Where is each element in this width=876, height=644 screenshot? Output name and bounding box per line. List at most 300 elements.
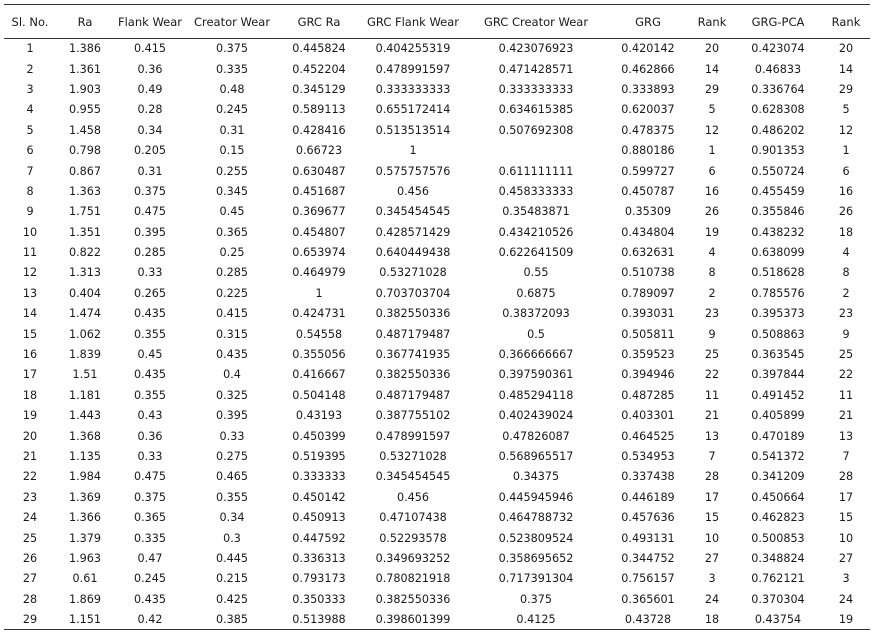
cell-rank: 19 [704, 225, 720, 239]
cell-grc-ra: 0.589113 [292, 103, 346, 117]
cell-grc-ra: 0.54558 [295, 327, 343, 341]
cell-grg-pca: 0.450664 [751, 490, 805, 504]
cell-grc-creator-wear [466, 140, 606, 160]
cell-rank-pca: 26 [838, 205, 854, 219]
cell-grg-pca: 0.785576 [751, 286, 805, 300]
cell-rank: 27 [704, 551, 720, 565]
cell-grg-pca: 0.341209 [751, 470, 805, 484]
cell-grg: 0.505811 [621, 327, 675, 341]
cell-sl-no: 8 [26, 184, 34, 198]
cell-grc-flank-wear: 0.640449438 [375, 246, 451, 260]
cell-flank-wear: 0.49 [137, 82, 163, 96]
cell-grc-ra: 0.445824 [292, 42, 346, 56]
header-flank-wear: Flank Wear [114, 5, 186, 39]
cell-grc-creator-wear: 0.366666667 [498, 348, 574, 362]
cell-grg: 0.462866 [621, 62, 675, 76]
cell-grc-flank-wear: 0.382550336 [375, 307, 451, 321]
cell-grc-creator-wear: 0.458333333 [498, 184, 574, 198]
table-row [4, 202, 870, 222]
cell-flank-wear: 0.34 [137, 123, 163, 137]
cell-rank-pca: 22 [838, 368, 854, 382]
cell-grc-ra: 0.355056 [292, 348, 346, 362]
table-row [4, 426, 870, 446]
cell-grg: 0.365601 [621, 592, 675, 606]
cell-rank-pca: 15 [838, 511, 854, 525]
cell-rank-pca: 20 [838, 42, 854, 56]
header-rank-pca: Rank [822, 5, 870, 39]
cell-ra: 0.61 [72, 572, 98, 586]
cell-rank-pca: 4 [842, 246, 850, 260]
cell-grc-flank-wear: 0.428571429 [375, 225, 451, 239]
cell-grg: 0.756157 [621, 572, 675, 586]
cell-ra: 1.369 [68, 490, 102, 504]
cell-grg-pca: 0.397844 [751, 368, 805, 382]
cell-rank: 14 [704, 62, 720, 76]
cell-grc-ra: 1 [315, 286, 323, 300]
cell-sl-no: 25 [22, 531, 38, 545]
cell-ra: 1.386 [68, 42, 102, 56]
cell-grc-flank-wear: 0.47107438 [379, 511, 447, 525]
cell-rank: 11 [704, 388, 720, 402]
cell-creator-wear: 0.385 [186, 609, 278, 629]
cell-rank-pca: 23 [838, 307, 854, 321]
cell-grc-flank-wear: 0.382550336 [375, 368, 451, 382]
cell-grg-pca: 0.423074 [751, 42, 805, 56]
cell-grc-creator-wear: 0.523809524 [498, 531, 574, 545]
cell-rank: 2 [708, 286, 716, 300]
cell-grg-pca: 0.550724 [751, 164, 805, 178]
cell-creator-wear: 0.335 [215, 62, 249, 76]
header-grg-pca: GRG-PCA [734, 5, 822, 39]
cell-grc-creator-wear: 0.445945946 [498, 490, 574, 504]
cell-flank-wear: 0.395 [133, 225, 167, 239]
cell-sl-no: 28 [22, 592, 38, 606]
cell-grc-creator-wear: 0.423076923 [498, 42, 574, 56]
cell-sl-no: 9 [26, 205, 34, 219]
cell-grg-pca: 0.363545 [751, 348, 805, 362]
table-row [4, 385, 870, 405]
cell-creator-wear: 0.33 [219, 429, 245, 443]
cell-rank-pca: 14 [838, 62, 854, 76]
cell-grc-flank-wear: 0.349693252 [375, 551, 451, 565]
cell-grc-ra: 0.43193 [295, 409, 343, 423]
cell-flank-wear: 0.43 [137, 409, 163, 423]
cell-grg-pca: 0.762121 [751, 572, 805, 586]
table-row [4, 406, 870, 426]
cell-creator-wear: 0.415 [215, 307, 249, 321]
cell-rank: 12 [704, 123, 720, 137]
cell-rank-pca: 2 [842, 286, 850, 300]
cell-sl-no: 29 [4, 609, 56, 629]
table-row [4, 140, 870, 160]
table-row [4, 487, 870, 507]
cell-ra: 1.869 [68, 592, 102, 606]
cell-ra: 1.062 [68, 327, 102, 341]
cell-grg: 0.35309 [624, 205, 672, 219]
cell-creator-wear: 0.395 [215, 409, 249, 423]
table-row [4, 589, 870, 609]
table-row [4, 120, 870, 140]
cell-grc-creator-wear: 0.35483871 [502, 205, 570, 219]
cell-creator-wear: 0.45 [219, 205, 245, 219]
cell-grc-ra: 0.464979 [292, 266, 346, 280]
cell-sl-no: 21 [22, 450, 38, 463]
cell-grc-ra: 0.369677 [292, 205, 346, 219]
cell-grg-pca: 0.638099 [751, 246, 805, 260]
table-row [4, 222, 870, 242]
cell-grg-pca: 0.348824 [751, 551, 805, 565]
cell-flank-wear: 0.435 [133, 592, 167, 606]
cell-grg: 0.599727 [621, 164, 675, 178]
cell-grg: 0.359523 [621, 348, 675, 362]
cell-ra: 0.867 [68, 164, 102, 178]
cell-grc-creator-wear: 0.507692308 [498, 123, 574, 137]
cell-grc-creator-wear: 0.485294118 [498, 388, 574, 402]
cell-flank-wear: 0.355 [133, 327, 167, 341]
cell-flank-wear: 0.42 [114, 609, 186, 629]
cell-sl-no: 18 [22, 388, 38, 402]
cell-ra: 1.135 [68, 450, 102, 463]
cell-grc-flank-wear: 0.53271028 [379, 266, 447, 280]
cell-creator-wear: 0.245 [215, 103, 249, 117]
table-row [4, 39, 870, 59]
cell-sl-no: 26 [22, 551, 38, 565]
cell-rank-pca: 11 [838, 388, 854, 402]
cell-flank-wear: 0.33 [137, 450, 163, 463]
cell-grc-ra: 0.447592 [292, 531, 346, 545]
cell-grg: 0.510738 [621, 266, 675, 280]
cell-rank-pca: 13 [838, 429, 854, 443]
cell-ra: 1.313 [68, 266, 102, 280]
cell-rank: 23 [704, 307, 720, 321]
cell-grg: 0.478375 [621, 123, 675, 137]
cell-rank-pca: 1 [842, 144, 850, 158]
cell-creator-wear: 0.435 [215, 348, 249, 362]
cell-rank: 4 [708, 246, 716, 260]
cell-grc-creator-wear: 0.55 [523, 266, 549, 280]
cell-grg-pca: 0.46833 [754, 62, 802, 76]
cell-grg: 0.534953 [621, 450, 675, 463]
cell-grg-pca: 0.628308 [751, 103, 805, 117]
cell-rank: 20 [704, 42, 720, 56]
cell-grc-ra: 0.424731 [292, 307, 346, 321]
header-creator-wear: Creator Wear [186, 5, 278, 39]
cell-rank-pca: 9 [842, 327, 850, 341]
cell-sl-no: 14 [22, 307, 38, 321]
cell-flank-wear: 0.415 [133, 42, 167, 56]
cell-flank-wear: 0.36 [137, 429, 163, 443]
cell-grc-flank-wear: 0.398601399 [360, 609, 466, 629]
cell-grc-creator-wear: 0.568965517 [498, 450, 574, 463]
results-table-container [4, 4, 870, 630]
cell-rank: 16 [704, 184, 720, 198]
cell-grc-creator-wear: 0.717391304 [498, 572, 574, 586]
cell-grc-ra: 0.452204 [292, 62, 346, 76]
cell-rank-pca: 21 [838, 409, 854, 423]
table-row [4, 365, 870, 385]
cell-grc-flank-wear: 0.655172414 [375, 103, 451, 117]
cell-grc-ra: 0.504148 [292, 388, 346, 402]
cell-flank-wear: 0.205 [133, 144, 167, 158]
cell-rank-pca: 12 [838, 123, 854, 137]
table-row [4, 59, 870, 79]
cell-creator-wear: 0.365 [215, 225, 249, 239]
cell-ra: 1.151 [56, 609, 114, 629]
cell-rank-pca: 25 [838, 348, 854, 362]
cell-ra: 1.181 [68, 388, 102, 402]
cell-grc-creator-wear: 0.358695652 [498, 551, 574, 565]
cell-grg: 0.493131 [621, 531, 675, 545]
cell-grc-ra: 0.653974 [292, 246, 346, 260]
cell-rank-pca: 3 [842, 572, 850, 586]
cell-rank-pca: 18 [838, 225, 854, 239]
cell-grc-flank-wear: 0.382550336 [375, 592, 451, 606]
cell-grc-flank-wear: 0.52293578 [379, 531, 447, 545]
cell-rank: 8 [708, 266, 716, 280]
cell-flank-wear: 0.375 [133, 490, 167, 504]
cell-grg: 0.394946 [621, 368, 675, 382]
cell-sl-no: 24 [22, 511, 38, 525]
cell-grc-flank-wear: 0.487179487 [375, 388, 451, 402]
cell-grc-flank-wear: 0.456 [396, 184, 430, 198]
cell-grg: 0.632631 [621, 246, 675, 260]
cell-rank: 22 [704, 368, 720, 382]
cell-ra: 1.751 [68, 205, 102, 219]
cell-flank-wear: 0.36 [137, 62, 163, 76]
cell-sl-no: 12 [22, 266, 38, 280]
cell-rank-pca: 16 [838, 184, 854, 198]
cell-grg: 0.880186 [621, 144, 675, 158]
table-row [4, 283, 870, 303]
cell-rank: 25 [704, 348, 720, 362]
cell-grc-creator-wear: 0.6875 [516, 286, 556, 300]
cell-sl-no: 20 [22, 429, 38, 443]
cell-ra: 1.839 [68, 348, 102, 362]
cell-rank-pca: 19 [822, 609, 870, 629]
cell-creator-wear: 0.285 [215, 266, 249, 280]
cell-rank: 29 [704, 82, 720, 96]
cell-sl-no: 13 [22, 286, 38, 300]
cell-creator-wear: 0.375 [215, 42, 249, 56]
cell-flank-wear: 0.365 [133, 511, 167, 525]
cell-grc-flank-wear: 0.575757576 [375, 164, 451, 178]
cell-creator-wear: 0.465 [215, 470, 249, 484]
cell-grg: 0.789097 [621, 286, 675, 300]
cell-ra: 0.798 [68, 144, 102, 158]
cell-rank-pca: 17 [838, 490, 854, 504]
cell-rank: 21 [704, 409, 720, 423]
cell-rank: 28 [704, 470, 720, 484]
table-row [4, 467, 870, 487]
cell-grc-creator-wear: 0.471428571 [498, 62, 574, 76]
cell-rank: 7 [708, 450, 716, 463]
table-row [4, 548, 870, 568]
cell-ra: 1.474 [68, 307, 102, 321]
table-body [4, 39, 870, 630]
cell-grg: 0.464525 [621, 429, 675, 443]
cell-creator-wear: 0.225 [215, 286, 249, 300]
cell-creator-wear: 0.3 [223, 531, 241, 545]
cell-flank-wear: 0.47 [137, 551, 163, 565]
cell-grg-pca: 0.355846 [751, 205, 805, 219]
cell-rank: 17 [704, 490, 720, 504]
cell-rank: 3 [708, 572, 716, 586]
cell-rank: 24 [704, 592, 720, 606]
cell-rank-pca: 10 [838, 531, 854, 545]
cell-grg: 0.403301 [621, 409, 675, 423]
cell-grg-pca: 0.43754 [734, 609, 822, 629]
cell-grg-pca: 0.470189 [751, 429, 805, 443]
cell-rank: 18 [690, 609, 734, 629]
table-row [4, 304, 870, 324]
cell-grg-pca: 0.541372 [751, 450, 805, 463]
cell-flank-wear: 0.435 [133, 307, 167, 321]
cell-grc-ra: 0.793173 [292, 572, 346, 586]
cell-sl-no: 6 [26, 144, 34, 158]
cell-grg: 0.337438 [621, 470, 675, 484]
grey-relational-results-table [4, 4, 870, 630]
table-row [4, 528, 870, 548]
cell-grc-ra: 0.454807 [292, 225, 346, 239]
cell-rank: 26 [704, 205, 720, 219]
cell-grc-flank-wear: 0.404255319 [375, 42, 451, 56]
cell-rank: 5 [708, 103, 716, 117]
cell-grg: 0.43728 [606, 609, 690, 629]
cell-sl-no: 15 [22, 327, 38, 341]
cell-grg-pca: 0.462823 [751, 511, 805, 525]
cell-creator-wear: 0.445 [215, 551, 249, 565]
cell-sl-no: 16 [22, 348, 38, 362]
table-row [4, 263, 870, 283]
cell-flank-wear: 0.45 [137, 348, 163, 362]
cell-flank-wear: 0.335 [133, 531, 167, 545]
cell-grg: 0.446189 [621, 490, 675, 504]
cell-creator-wear: 0.275 [215, 450, 249, 463]
cell-grg-pca: 0.438232 [751, 225, 805, 239]
cell-creator-wear: 0.48 [219, 82, 245, 96]
cell-grc-flank-wear: 0.345454545 [375, 470, 451, 484]
cell-grc-flank-wear: 0.387755102 [375, 409, 451, 423]
cell-sl-no: 1 [26, 42, 34, 56]
cell-grc-creator-wear: 0.47826087 [502, 429, 570, 443]
cell-grg: 0.487285 [621, 388, 675, 402]
table-row [4, 181, 870, 201]
cell-sl-no: 27 [22, 572, 38, 586]
cell-rank-pca: 28 [838, 470, 854, 484]
cell-grg: 0.620037 [621, 103, 675, 117]
cell-ra: 1.379 [68, 531, 102, 545]
table-row [4, 324, 870, 344]
cell-grc-ra: 0.513988 [278, 609, 360, 629]
header-grc-flank-wear: GRC Flank Wear [360, 5, 466, 39]
cell-grc-ra: 0.450399 [292, 429, 346, 443]
cell-grg-pca: 0.336764 [751, 82, 805, 96]
cell-rank: 10 [704, 531, 720, 545]
cell-grg: 0.393031 [621, 307, 675, 321]
cell-grc-creator-wear: 0.611111111 [498, 164, 574, 178]
cell-grg: 0.434804 [621, 225, 675, 239]
cell-grc-flank-wear: 0.333333333 [375, 82, 451, 96]
cell-flank-wear: 0.375 [133, 184, 167, 198]
table-row [4, 161, 870, 181]
cell-grc-creator-wear: 0.634615385 [498, 103, 574, 117]
cell-grc-flank-wear: 0.53271028 [379, 450, 447, 463]
cell-grc-creator-wear: 0.464788732 [498, 511, 574, 525]
cell-sl-no: 19 [22, 409, 38, 423]
cell-grc-creator-wear: 0.5 [527, 327, 545, 341]
cell-grc-creator-wear: 0.622641509 [498, 246, 574, 260]
cell-grc-creator-wear: 0.34375 [512, 470, 560, 484]
header-rank: Rank [690, 5, 734, 39]
cell-ra: 1.984 [68, 470, 102, 484]
cell-ra: 1.368 [68, 429, 102, 443]
cell-sl-no: 7 [26, 164, 34, 178]
cell-sl-no: 11 [22, 246, 38, 260]
cell-grg-pca: 0.455459 [751, 184, 805, 198]
cell-ra: 1.351 [68, 225, 102, 239]
cell-grc-ra: 0.333333 [292, 470, 346, 484]
cell-flank-wear: 0.31 [137, 164, 163, 178]
cell-sl-no: 10 [22, 225, 38, 239]
cell-grc-ra: 0.451687 [292, 184, 346, 198]
cell-sl-no: 22 [22, 470, 38, 484]
cell-rank-pca: 27 [838, 551, 854, 565]
cell-grg-pca: 0.486202 [751, 123, 805, 137]
cell-ra: 0.955 [68, 103, 102, 117]
header-grc-creator-wear: GRC Creator Wear [466, 5, 606, 39]
cell-grc-ra: 0.630487 [292, 164, 346, 178]
cell-sl-no: 2 [26, 62, 34, 76]
cell-ra: 1.458 [68, 123, 102, 137]
cell-grc-flank-wear: 0.478991597 [375, 429, 451, 443]
header-grc-ra: GRC Ra [278, 5, 360, 39]
cell-ra: 1.963 [68, 551, 102, 565]
cell-grc-ra: 0.66723 [295, 144, 343, 158]
cell-grc-ra: 0.428416 [292, 123, 346, 137]
cell-grg: 0.457636 [621, 511, 675, 525]
cell-rank-pca: 29 [838, 82, 854, 96]
cell-ra: 1.903 [68, 82, 102, 96]
cell-flank-wear: 0.355 [133, 388, 167, 402]
cell-grg-pca: 0.901353 [751, 144, 805, 158]
cell-sl-no: 5 [26, 123, 34, 137]
cell-grc-creator-wear: 0.402439024 [498, 409, 574, 423]
cell-grg-pca: 0.500853 [751, 531, 805, 545]
cell-grg-pca: 0.508863 [751, 327, 805, 341]
header-grg: GRG [606, 5, 690, 39]
cell-grc-flank-wear: 0.780821918 [375, 572, 451, 586]
cell-ra: 1.51 [72, 368, 98, 382]
cell-grc-creator-wear: 0.397590361 [498, 368, 574, 382]
cell-creator-wear: 0.345 [215, 184, 249, 198]
cell-grg: 0.420142 [621, 42, 675, 56]
header-row [4, 5, 870, 39]
cell-grc-flank-wear: 0.367741935 [375, 348, 451, 362]
cell-grg-pca: 0.370304 [751, 592, 805, 606]
cell-grc-flank-wear: 1 [409, 144, 417, 158]
cell-grc-ra: 0.336313 [292, 551, 346, 565]
cell-ra: 0.404 [68, 286, 102, 300]
cell-ra: 0.822 [68, 246, 102, 260]
cell-creator-wear: 0.215 [215, 572, 249, 586]
cell-ra: 1.366 [68, 511, 102, 525]
cell-rank-pca: 6 [842, 164, 850, 178]
cell-rank: 13 [704, 429, 720, 443]
cell-grc-ra: 0.350333 [292, 592, 346, 606]
cell-grg: 0.333893 [621, 82, 675, 96]
cell-creator-wear: 0.255 [215, 164, 249, 178]
cell-flank-wear: 0.475 [133, 205, 167, 219]
